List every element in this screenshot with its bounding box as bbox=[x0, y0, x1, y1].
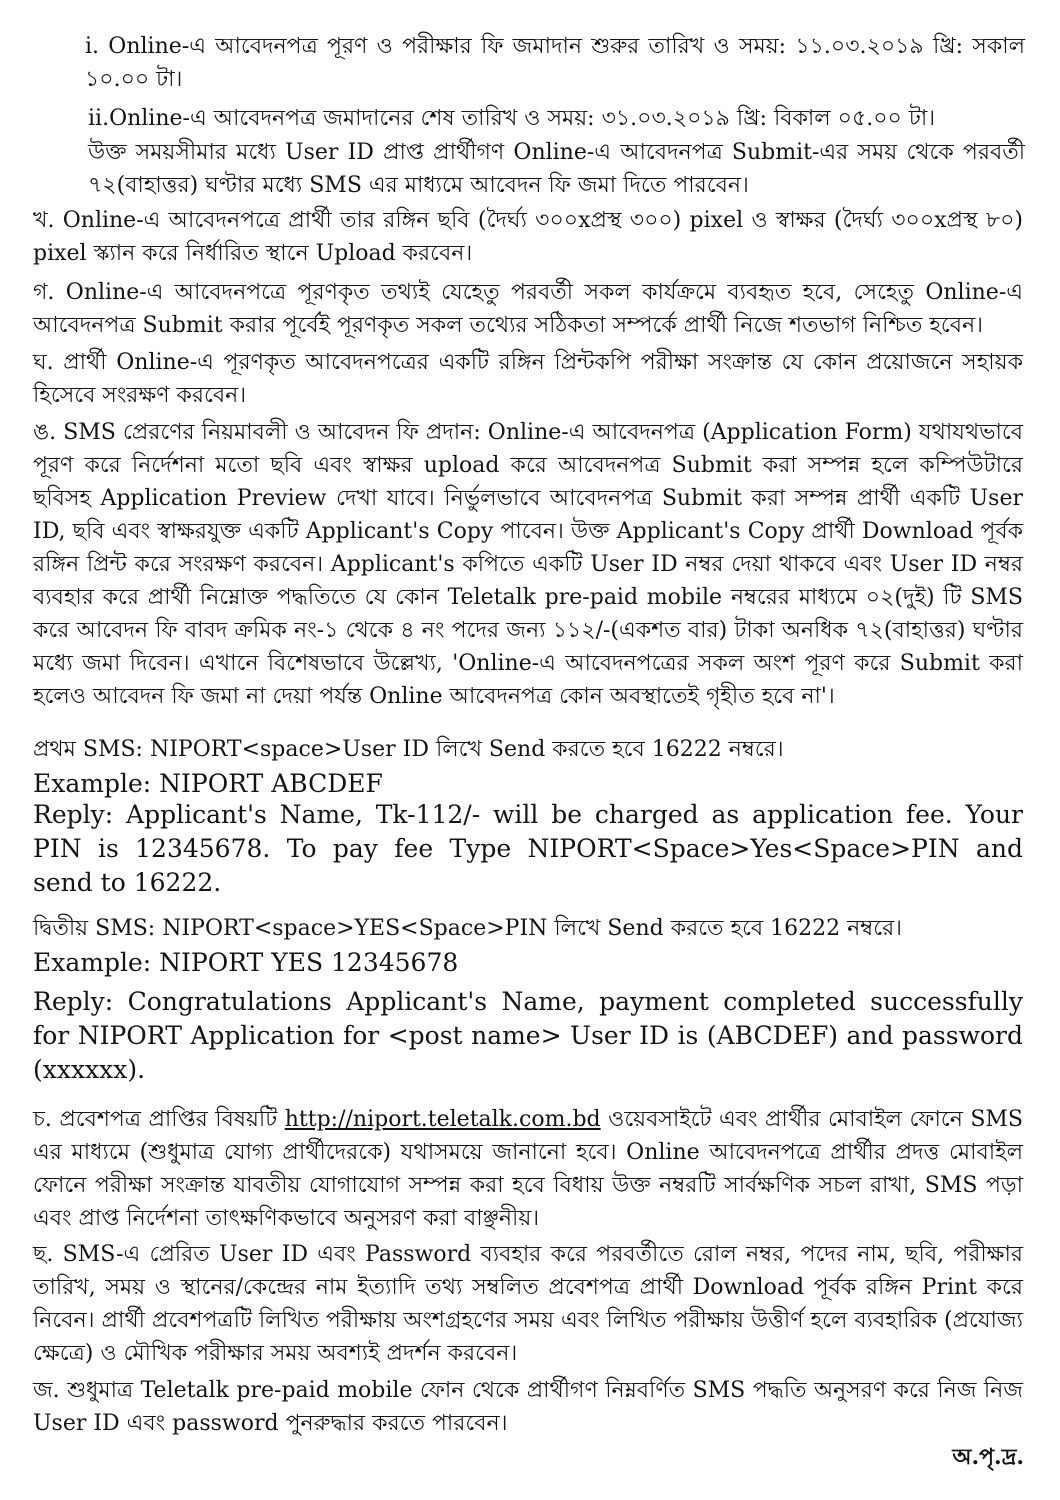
section-uma: ঙ. SMS প্রেরণের নিয়মাবলী ও আবেদন ফি প্রদান: Online-এ আবেদনপত্র (Application Form) যথাযথভাবে পূরণ করে নির্দেশনা মতো ছবি এবং স্বাক্ষর upload করে আবেদনপত্র Submit করা সম্পন্ন হলে কম্পিউটারে ছবিসহ Application Preview দেখা যাবে। নির্ভুলভাবে আবেদনপত্র Submit করা সম্পন্ন প্রার্থী একটি User ID, ছবি এবং স্বাক্ষরযুক্ত একটি Applicant's Copy পাবেন। উক্ত Applicant's Copy প্রার্থী Download পূর্বক রঙ্গিন প্রিন্ট করে সংরক্ষণ করবেন। Applicant's কপিতে একটি User ID নম্বর দেয়া থাকবে এবং User ID নম্বর ব্যবহার করে প্রার্থী নিম্নোক্ত পদ্ধতিতে যে কোন Teletalk pre-paid mobile নম্বরের মাধ্যমে ০২(দুই) টি SMS করে আবেদন ফি বাবদ ক্রমিক নং-১ থেকে ৪ নং পদের জন্য ১১২/-(একশত বার) টাকা অনধিক ৭২(বাহাত্তর) ঘণ্টার মধ্যে জমা দিবেন। এখানে বিশেষভাবে উল্লেখ্য, 'Online-এ আবেদনপত্রের সকল অংশ পূরণ করে Submit করা হলেও আবেদন ফি জমা না দেয়া পর্যন্ত Online আবেদনপত্র কোন অবস্থাতেই গৃহীত হবে না'। bbox=[33, 420, 1023, 709]
sms1-line: প্রথম SMS: NIPORT<space>User ID লিখে Send করতে হবে 16222 নম্বরে। bbox=[33, 737, 784, 762]
cha-post: ওয়েবসাইটে এবং প্রার্থীর মোবাইল ফোনে SMS এর মাধ্যমে (শুধুমাত্র যোগ্য প্রার্থীদেরকে) যথাসময়ে জানানো হবে। Online আবেদনপত্রে প্রার্থীর প্রদত্ত মোবাইল ফোনে পরীক্ষা সংক্রান্ত যাবতীয় যোগাযোগ সম্পন্ন করা হবে বিধায় উক্ত নম্বরটি সার্বক্ষণিক সচল রাখা, SMS পড়া এবং প্রাপ্ত নির্দেশনা তাৎক্ষণিকভাবে অনুসরণ করা বাঞ্ছনীয়। bbox=[33, 1107, 1023, 1231]
section-gha: ঘ. প্রার্থী Online-এ পূরণকৃত আবেদনপত্রের একটি রঙ্গিন প্রিন্টকপি পরীক্ষা সংক্রান্ত যে কোন প্রয়োজনে সহায়ক হিসেবে সংরক্ষণ করবেন। bbox=[33, 350, 1023, 408]
section-kha: খ. Online-এ আবেদনপত্রে প্রার্থী তার রঙ্গিন ছবি (দৈর্ঘ্য ৩০০xপ্রস্থ ৩০০) pixel ও স্বাক্ষর (দৈর্ঘ্য ৩০০xপ্রস্থ ৮০) pixel স্ক্যান করে নির্ধারিত স্থানে Upload করবেন। bbox=[33, 208, 1023, 266]
item-ii-note: উক্ত সময়সীমার মধ্যে User ID প্রাপ্ত প্রার্থীগণ Online-এ আবেদনপত্র Submit-এর সময় থেকে পরবর্তী ৭২(বাহাত্তর) ঘণ্টার মধ্যে SMS এর মাধ্যমে আবেদন ফি জমা দিতে পারবেন। bbox=[88, 140, 1025, 198]
item-ii: ii.Online-এ আবেদনপত্র জমাদানের শেষ তারিখ ও সময়: ৩১.০৩.২০১৯ খ্রি: বিকাল ০৫.০০ টা। bbox=[88, 106, 936, 131]
sms2-example: Example: NIPORT YES 12345678 bbox=[33, 948, 459, 977]
sms1-example: Example: NIPORT ABCDEF bbox=[33, 769, 383, 798]
item-i: i. Online-এ আবেদনপত্র পূরণ ও পরীক্ষার ফি জমাদান শুরুর তারিখ ও সময়: ১১.০৩.২০১৯ খ্রি: সকাল ১০.০০ টা। bbox=[85, 34, 1025, 92]
sms2-line: দ্বিতীয় SMS: NIPORT<space>YES<Space>PIN লিখে Send করতে হবে 16222 নম্বরে। bbox=[33, 916, 903, 941]
section-ga: গ. Online-এ আবেদনপত্রে পূরণকৃত তথ্যই যেহেতু পরবর্তী সকল কার্যক্রমে ব্যবহৃত হবে, সেহেতু Online-এ আবেদনপত্র Submit করার পূর্বেই পূরণকৃত সকল তথ্যের সঠিকতা সম্পর্কে প্রার্থী নিজে শতভাগ নিশ্চিত হবেন। bbox=[33, 280, 1023, 338]
sms2-reply: Reply: Congratulations Applicant's Name, payment completed successfully for NIPORT Application for <post name> User ID is (ABCDEF) and password (xxxxxx). bbox=[33, 987, 1023, 1084]
section-chha: ছ. SMS-এ প্রেরিত User ID এবং Password ব্যবহার করে পরবর্তীতে রোল নম্বর, পদের নাম, ছবি, পরীক্ষার তারিখ, সময় ও স্থানের/কেন্দ্রের নাম ইত্যাদি তথ্য সম্বলিত প্রবেশপত্র প্রার্থী Download পূর্বক রঙ্গিন Print করে নিবেন। প্রার্থী প্রবেশপত্রটি লিখিত পরীক্ষায় অংশগ্রহণের সময় এবং লিখিত পরীক্ষায় উত্তীর্ণ হলে ব্যবহারিক (প্রযোজ্য ক্ষেত্রে) ও মৌখিক পরীক্ষার সময় অবশ্যই প্রদর্শন করবেন। bbox=[33, 1242, 1023, 1366]
cha-pre: চ. প্রবেশপত্র প্রাপ্তির বিষয়টি bbox=[33, 1107, 285, 1132]
section-ja: জ. শুধুমাত্র Teletalk pre-paid mobile ফোন থেকে প্রার্থীগণ নিম্নবর্ণিত SMS পদ্ধতি অনুসরণ করে নিজ নিজ User ID এবং password পুনরুদ্ধার করতে পারবেন। bbox=[33, 1378, 1023, 1436]
sms1-reply: Reply: Applicant's Name, Tk-112/- will be charged as application fee. Your PIN is 12345678. To pay fee Type NIPORT<Space>Yes<Space>PIN and send to 16222. bbox=[33, 800, 1023, 897]
page-turn-note: অ.পৃ.দ্র. bbox=[952, 1444, 1024, 1470]
website-link[interactable]: http://niport.teletalk.com.bd bbox=[284, 1107, 601, 1132]
section-cha bbox=[33, 1103, 1023, 1235]
